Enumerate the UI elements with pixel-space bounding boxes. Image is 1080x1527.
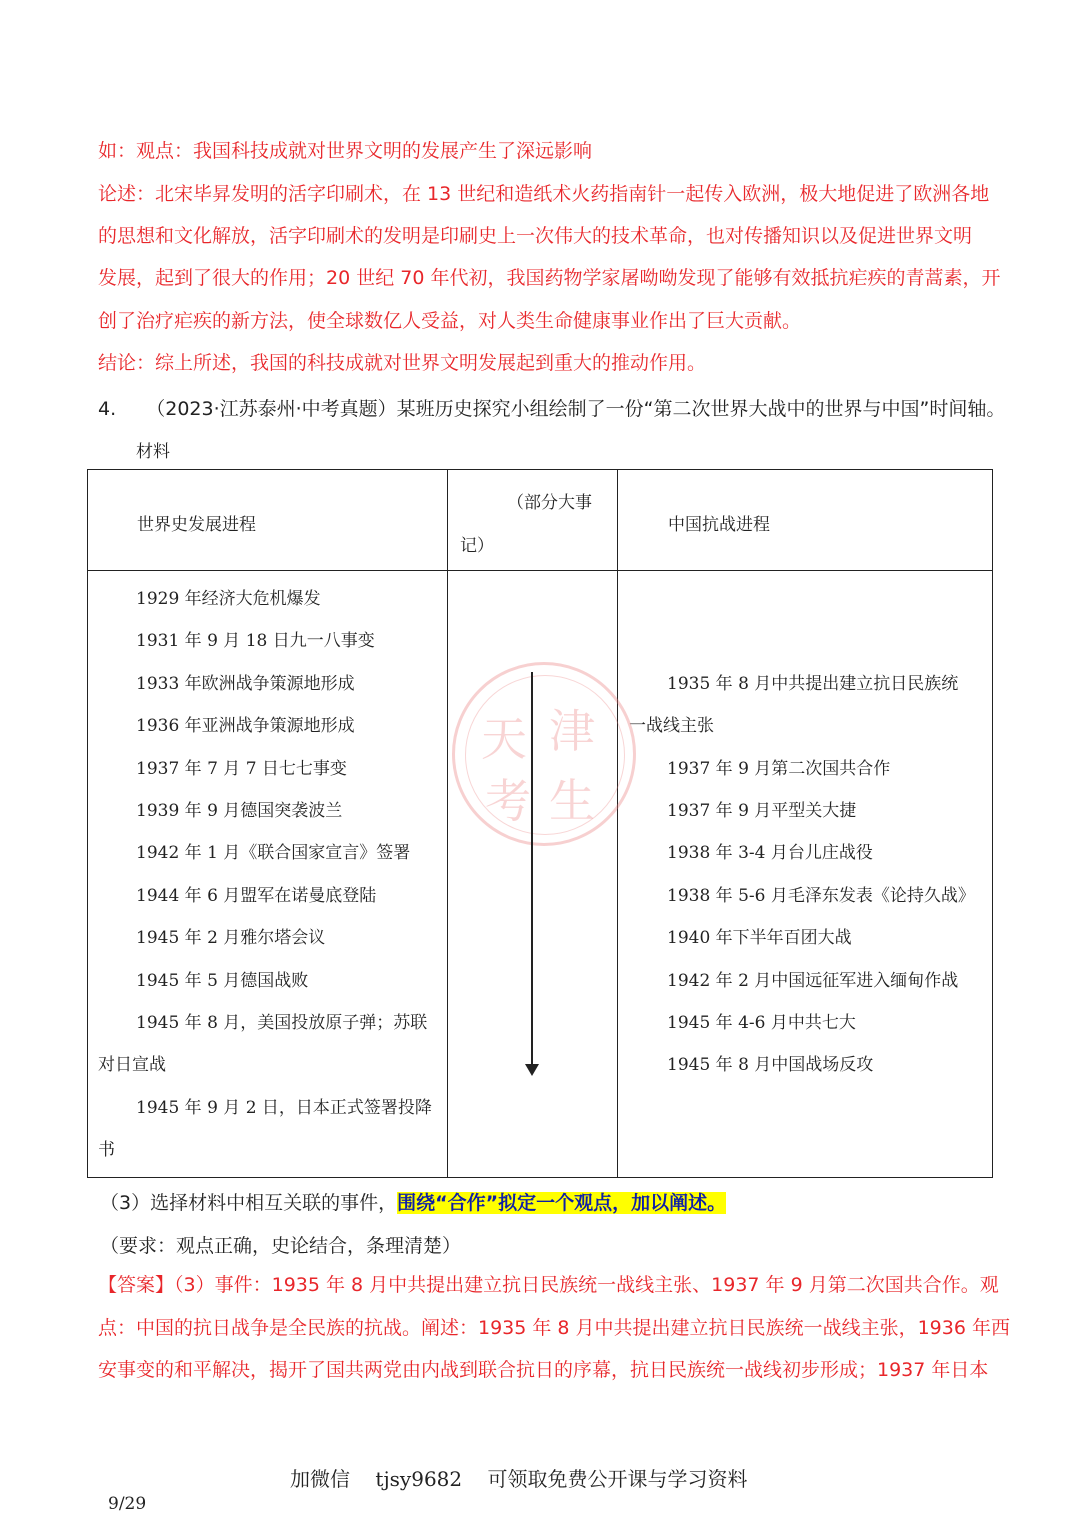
question-number: 4.: [98, 398, 117, 420]
question-text: （2023·江苏泰州·中考真题）某班历史探究小组绘制了一份“第二次世界大战中的世界与中国”时间轴。: [146, 398, 1006, 420]
china-event: 1942 年 2 月中国远征军进入缅甸作战: [667, 971, 959, 991]
material-label: 材料: [136, 442, 170, 462]
world-event: 1936 年亚洲战争策源地形成: [136, 716, 355, 736]
world-event: 1929 年经济大危机爆发: [136, 589, 321, 609]
timeline-arrow-line: [531, 672, 533, 1068]
stamp-char: 考: [485, 774, 531, 828]
answer-line-2: 点：中国的抗日战争是全民族的抗战。阐述：1935 年 8 月中共提出建立抗日民族统一战线主张，1936 年西: [98, 1317, 1010, 1339]
stamp-char: 天: [481, 712, 527, 766]
stamp-char: 津: [549, 704, 595, 758]
argument-line-2: 的思想和文化解放，活字印刷术的发明是印刷史上一次伟大的技术革命，也对传播知识以及促进世界文明: [98, 225, 973, 247]
header-middle-2: 记）: [460, 536, 494, 556]
page-number: 9/29: [108, 1494, 147, 1514]
china-event: 1935 年 8 月中共提出建立抗日民族统: [667, 674, 959, 694]
world-event: 1937 年 7 月 7 日七七事变: [136, 759, 347, 779]
stamp-char: 生: [549, 774, 595, 828]
china-event: 1945 年 8 月中国战场反攻: [667, 1055, 874, 1075]
subquestion-requirement: （要求：观点正确，史论结合，条理清楚）: [100, 1235, 462, 1257]
column-divider: [617, 470, 618, 1177]
watermark-stamp: [452, 662, 636, 846]
answer-line-1: [98, 1273, 999, 1297]
footer-promo: 加微信 tjsy9682 可领取免费公开课与学习资料: [290, 1467, 748, 1491]
question-stem: [98, 394, 1005, 421]
timeline-arrow-head: [525, 1064, 539, 1076]
china-event: 1940 年下半年百团大战: [667, 928, 852, 948]
world-event-continued: 对日宣战: [98, 1055, 166, 1075]
china-event: 1937 年 9 月平型关大捷: [667, 801, 857, 821]
header-middle-1: （部分大事: [507, 493, 592, 513]
subquestion-3: [100, 1188, 726, 1215]
argument-line-3: 发展，起到了很大的作用；20 世纪 70 年代初，我国药物学家屠呦呦发现了能够有效抵抗疟疾的青蒿素，开: [98, 267, 1001, 289]
world-event: 1933 年欧洲战争策源地形成: [136, 674, 355, 694]
column-divider: [447, 470, 448, 1177]
world-event: 1942 年 1 月《联合国家宣言》签署: [136, 843, 411, 863]
subquestion-highlight: 围绕“合作”拟定一个观点，加以阐述。: [397, 1192, 727, 1214]
subquestion-prefix: （3）选择材料中相互关联的事件，: [100, 1192, 398, 1214]
world-event: 1931 年 9 月 18 日九一八事变: [136, 631, 375, 651]
header-china: 中国抗战进程: [668, 515, 770, 535]
argument-line-4: 创了治疗疟疾的新方法，使全球数亿人受益，对人类生命健康事业作出了巨大贡献。: [98, 310, 802, 332]
world-event: 1939 年 9 月德国突袭波兰: [136, 801, 343, 821]
world-event: 1944 年 6 月盟军在诺曼底登陆: [136, 886, 377, 906]
header-divider: [88, 570, 992, 571]
argument-line-1: 论述：北宋毕昇发明的活字印刷术，在 13 世纪和造纸术火药指南针一起传入欧洲，极大地促进了欧洲各地: [98, 183, 990, 205]
world-event-continued: 书: [98, 1140, 115, 1160]
answer-tag: 【答案】: [98, 1274, 175, 1296]
world-event: 1945 年 5 月德国战败: [136, 971, 309, 991]
header-world: 世界史发展进程: [137, 515, 256, 535]
china-event: 1938 年 5-6 月毛泽东发表《论持久战》: [667, 886, 975, 906]
china-event: 1938 年 3-4 月台儿庄战役: [667, 843, 873, 863]
conclusion-line: 结论：综上所述，我国的科技成就对世界文明发展起到重大的推动作用。: [98, 352, 707, 374]
answer-line-3: 安事变的和平解决，揭开了国共两党由内战到联合抗日的序幕，抗日民族统一战线初步形成；1937 年日本: [98, 1359, 989, 1381]
china-event: 1937 年 9 月第二次国共合作: [667, 759, 891, 779]
china-event: 1945 年 4-6 月中共七大: [667, 1013, 856, 1033]
world-event: 1945 年 8 月，美国投放原子弹；苏联: [136, 1013, 428, 1033]
answer-text: （3）事件：1935 年 8 月中共提出建立抗日民族统一战线主张、1937 年 9 月第二次国共合作。观: [174, 1274, 999, 1296]
example-viewpoint: 如：观点：我国科技成就对世界文明的发展产生了深远影响: [98, 140, 593, 162]
world-event: 1945 年 9 月 2 日，日本正式签署投降: [136, 1098, 432, 1118]
china-event-continued: 一战线主张: [629, 716, 714, 736]
world-event: 1945 年 2 月雅尔塔会议: [136, 928, 326, 948]
